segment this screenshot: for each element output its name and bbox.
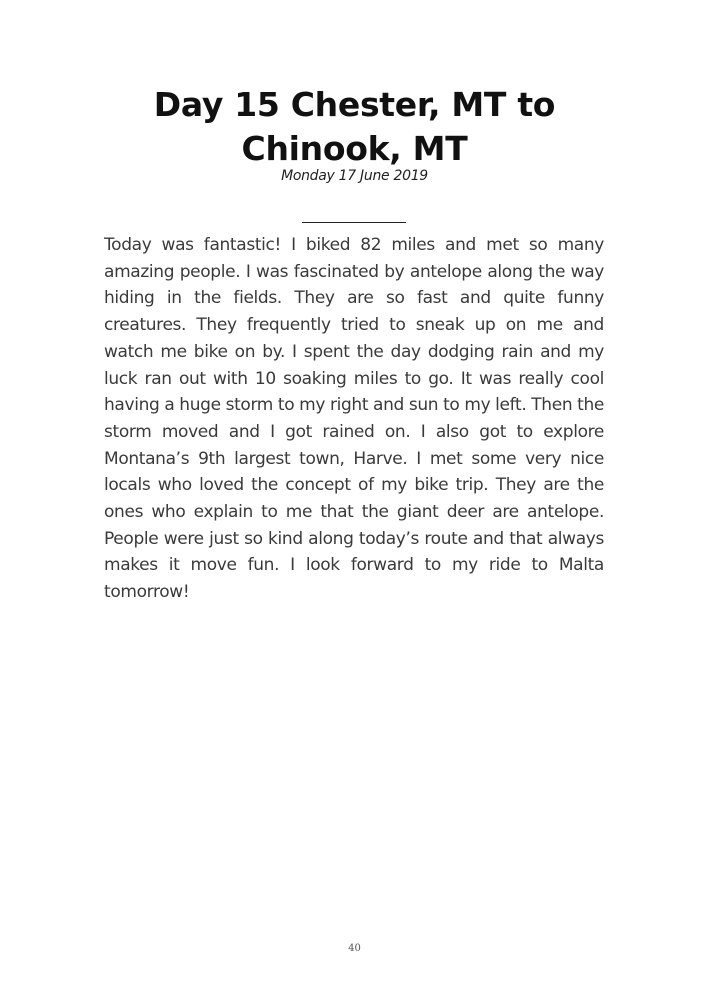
separator-rule <box>302 222 406 223</box>
entry-body: Today was fantastic! I biked 82 miles and met so many amazing people. I was fascinated by antelope along the way hiding in the fields. They are so fast and quite funny creatures. They frequently tried to sneak up on me and watch me bike on by. I spent the day dodging rain and my luck ran out with 10 soaking miles to go. It was really cool having a huge storm to my right and sun to my left. Then the storm moved and I got rained on. I also got to explore Montana’s 9th largest town, Harve. I met some very nice locals who loved the concept of my bike trip. They are the ones who explain to me that the giant deer are antelope. People were just so kind along today’s route and that always makes it move fun. I look forward to my ride to Malta tomorrow! <box>104 235 604 603</box>
page-number: 40 <box>348 943 361 954</box>
entry-date: Monday 17 June 2019 <box>281 168 428 184</box>
entry-title: Day 15 Chester, MT to Chinook, MT <box>153 85 556 168</box>
